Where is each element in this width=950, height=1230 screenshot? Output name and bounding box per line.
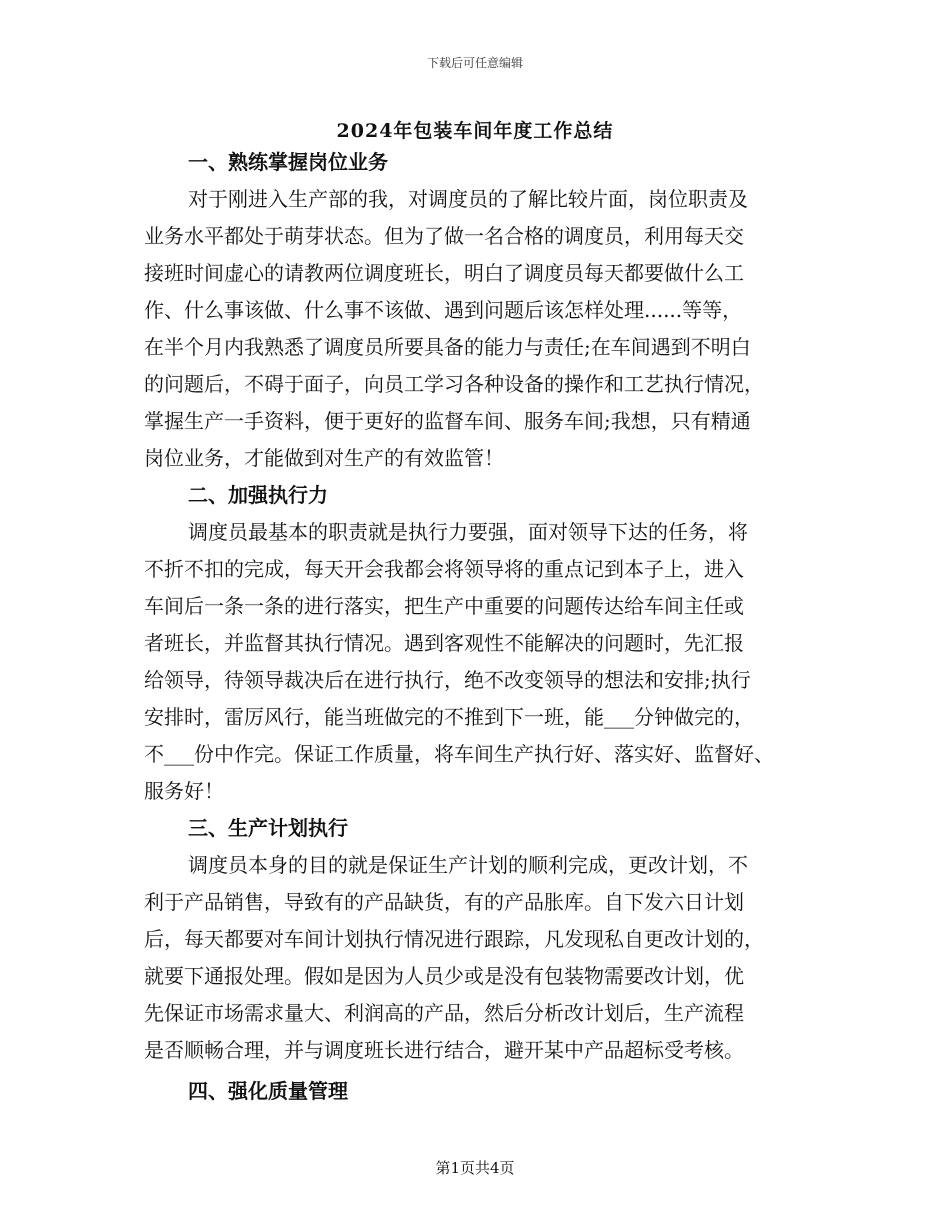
section-heading: 四、强化质量管理 [188, 1079, 348, 1103]
paragraph-line: 掌握生产一手资料，便于更好的监督车间、服务车间;我想，只有精通 [144, 409, 751, 433]
paragraph-line: 不___份中作完。保证工作质量，将车间生产执行好、落实好、监督好、 [144, 742, 774, 766]
paragraph-line: 就要下通报处理。假如是因为人员少或是没有包装物需要改计划，优 [144, 964, 744, 988]
paragraph-line: 安排时，雷厉风行，能当班做完的不推到下一班，能___分钟做完的， [144, 705, 754, 729]
paragraph-line: 对于刚进入生产部的我，对调度员的了解比较片面，岗位职责及 [188, 187, 748, 211]
page-footer: 第1页共4页 [435, 1159, 515, 1177]
paragraph-line: 调度员本身的目的就是保证生产计划的顺利完成，更改计划，不 [188, 853, 748, 877]
paragraph-line: 岗位业务，才能做到对生产的有效监管！ [144, 446, 504, 470]
paragraph-line: 先保证市场需求量大、利润高的产品，然后分析改计划后，生产流程 [144, 1001, 744, 1025]
section-heading: 三、生产计划执行 [188, 816, 348, 840]
paragraph-line: 给领导，待领导裁决后在进行执行，绝不改变领导的想法和安排;执行 [144, 668, 751, 692]
paragraph-line: 利于产品销售，导致有的产品缺货，有的产品胀库。自下发六日计划 [144, 890, 744, 914]
paragraph-line: 服务好！ [144, 779, 224, 803]
paragraph-line: 在半个月内我熟悉了调度员所要具备的能力与责任;在车间遇到不明白 [144, 335, 751, 359]
paragraph-line: 不折不扣的完成，每天开会我都会将领导将的重点记到本子上，进入 [144, 557, 744, 581]
section-heading: 一、熟练掌握岗位业务 [188, 150, 388, 174]
paragraph-line: 业务水平都处于萌芽状态。但为了做一名合格的调度员，利用每天交 [144, 224, 744, 248]
document-title: 2024年包装车间年度工作总结 [336, 120, 614, 142]
paragraph-line: 的问题后，不碍于面子，向员工学习各种设备的操作和工艺执行情况， [144, 372, 764, 396]
section-heading: 二、加强执行力 [188, 483, 328, 507]
paragraph-line: 是否顺畅合理，并与调度班长进行结合，避开某中产品超标受考核。 [144, 1038, 744, 1062]
paragraph-line: 作、什么事该做、什么事不该做、遇到问题后该怎样处理......等等， [144, 298, 743, 322]
paragraph-line: 调度员最基本的职责就是执行力要强，面对领导下达的任务，将 [188, 520, 748, 544]
paragraph-line: 接班时间虚心的请教两位调度班长，明白了调度员每天都要做什么工 [144, 261, 744, 285]
paragraph-line: 者班长，并监督其执行情况。遇到客观性不能解决的问题时，先汇报 [144, 631, 744, 655]
paragraph-line: 车间后一条一条的进行落实，把生产中重要的问题传达给车间主任或 [144, 594, 744, 618]
header-note: 下载后可任意编辑 [426, 56, 523, 70]
paragraph-line: 后，每天都要对车间计划执行情况进行跟踪，凡发现私自更改计划的， [144, 927, 764, 951]
